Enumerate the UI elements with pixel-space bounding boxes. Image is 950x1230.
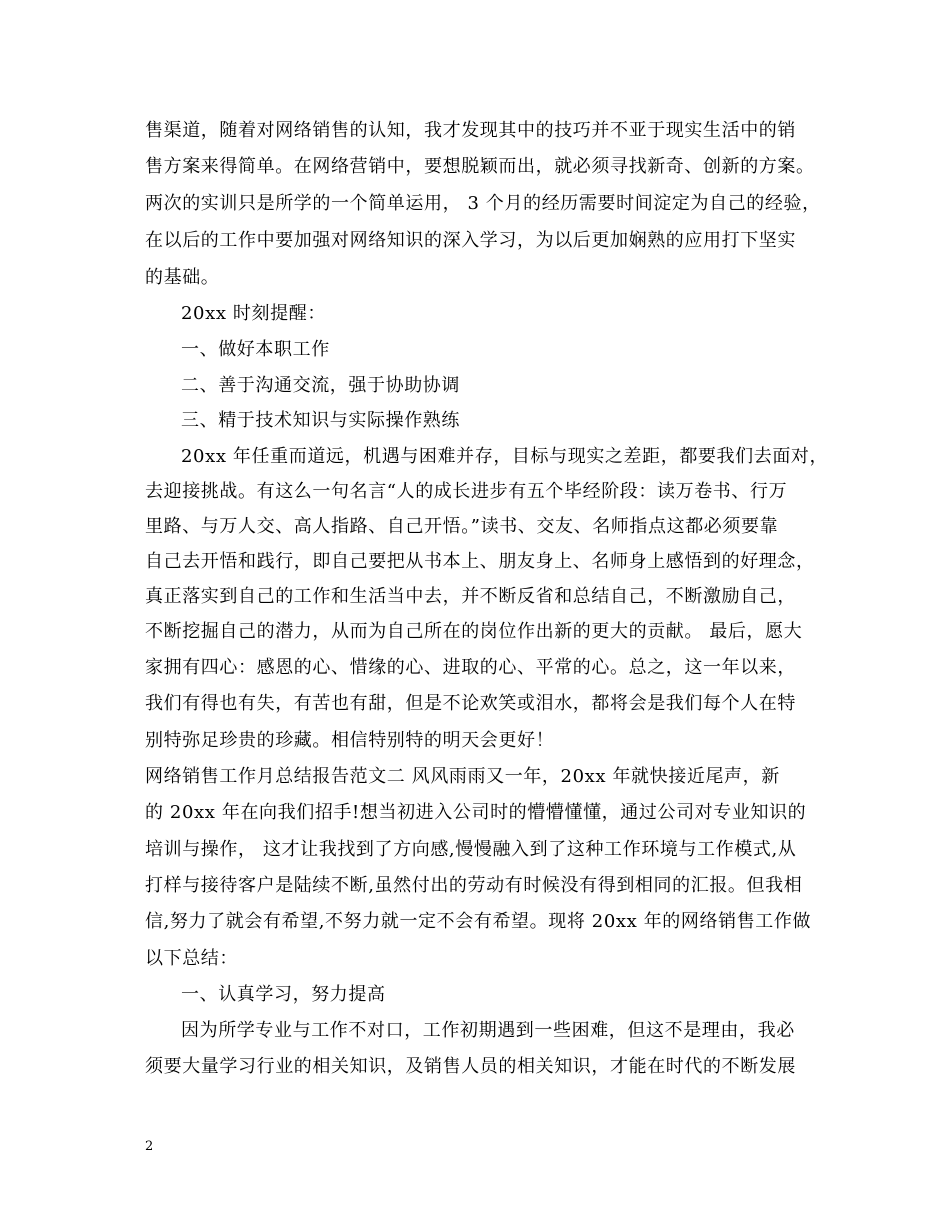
text-line: 去迎接挑战。有这么一句名言“人的成长进步有五个毕经阶段：读万卷书、行万 <box>145 481 788 502</box>
text-line: 20xx 年任重而道远，机遇与困难并存，目标与现实之差距，都要我们去面对， <box>181 446 829 467</box>
list-item: 三、精于技术知识与实际操作熟练 <box>181 410 460 431</box>
text-line: 不断挖掘自己的潜力，从而为自己所在的岗位作出新的更大的贡献。 最后，愿大 <box>145 621 803 642</box>
text-line: 别特弥足珍贵的珍藏。相信特别特的明天会更好！ <box>145 730 555 751</box>
text-line: 售渠道，随着对网络销售的认知，我才发现其中的技巧并不亚于现实生活中的销 <box>145 120 796 141</box>
text-line: 信,努力了就会有希望,不努力就一定不会有希望。现将 20xx 年的网络销售工作做 <box>145 911 812 932</box>
text-line: 家拥有四心：感恩的心、惜缘的心、进取的心、平常的心。总之，这一年以来， <box>145 657 796 678</box>
text-line: 的基础。 <box>145 267 220 288</box>
text-line: 的 20xx 年在向我们招手!想当初进入公司时的懵懵懂懂，通过公司对专业知识的 <box>145 802 807 823</box>
text-line: 以下总结： <box>145 948 238 969</box>
list-item: 一、做好本职工作 <box>181 339 330 360</box>
text-line: 须要大量学习行业的相关知识，及销售人员的相关知识，才能在时代的不断发展 <box>145 1056 796 1077</box>
text-line: 我们有得也有失，有苦也有甜，但是不论欢笑或泪水，都将会是我们每个人在特 <box>145 693 796 714</box>
text-line: 售方案来得简单。在网络营销中，要想脱颖而出，就必须寻找新奇、创新的方案。 <box>145 156 815 177</box>
text-line: 打样与接待客户是陆续不断,虽然付出的劳动有时候没有得到相同的汇报。但我相 <box>145 875 803 896</box>
section-heading: 20xx 时刻提醒： <box>181 303 326 324</box>
text-line: 两次的实训只是所学的一个简单运用， 3 个月的经历需要时间淀定为自己的经验， <box>145 193 821 214</box>
text-line: 网络销售工作月总结报告范文二 风风雨雨又一年，20xx 年就快接近尾声，新 <box>145 766 780 787</box>
text-line: 培训与操作， 这才让我找到了方向感,慢慢融入到了这种工作环境与工作模式,从 <box>145 839 797 860</box>
section-heading: 一、认真学习，努力提高 <box>181 984 386 1005</box>
text-line: 真正落实到自己的工作和生活当中去，并不断反省和总结自己，不断激励自己， <box>145 586 796 607</box>
text-line: 因为所学专业与工作不对口，工作初期遇到一些困难，但这不是理由，我必 <box>181 1020 795 1041</box>
page-number: 2 <box>145 1139 154 1154</box>
text-line: 在以后的工作中要加强对网络知识的深入学习，为以后更加娴熟的应用打下坚实 <box>145 230 796 251</box>
text-line: 自己去开悟和践行，即自己要把从书本上、朋友身上、名师身上感悟到的好理念， <box>145 551 815 572</box>
text-line: 里路、与万人交、高人指路、自己开悟。”读书、交友、名师指点这都必须要靠 <box>145 516 779 537</box>
list-item: 二、善于沟通交流，强于协助协调 <box>181 375 460 396</box>
